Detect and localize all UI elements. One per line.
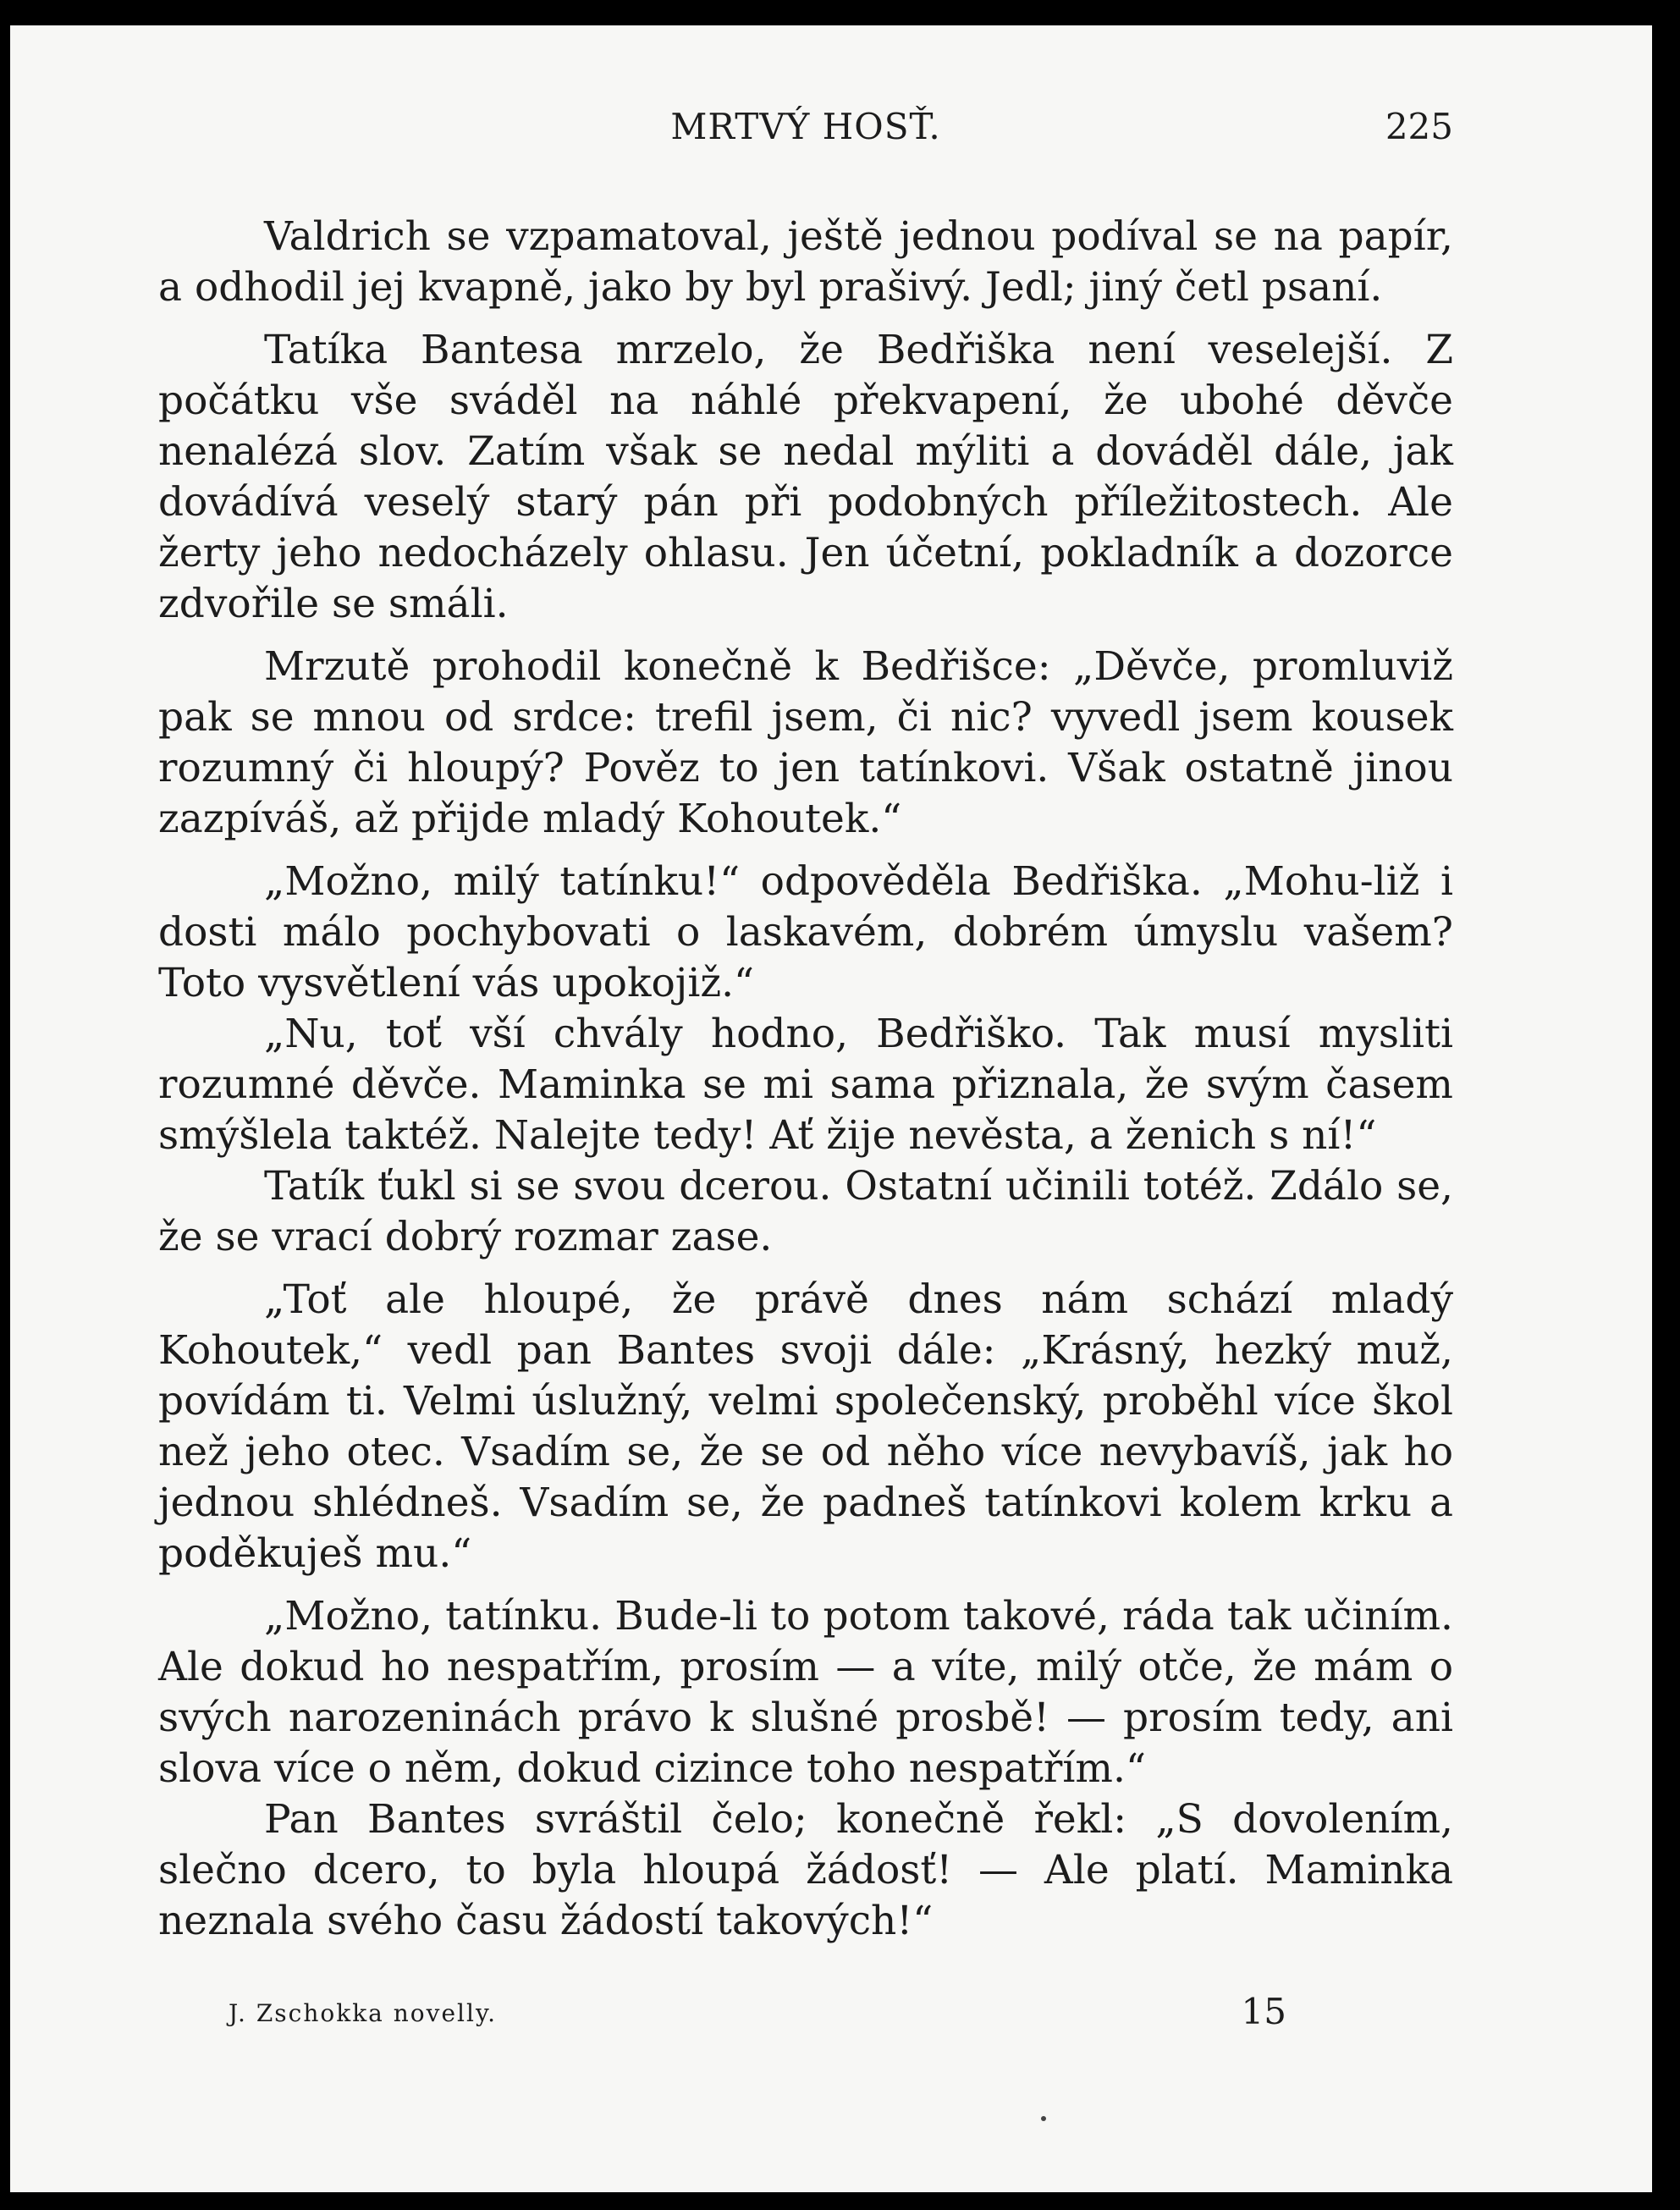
paragraph: „Možno, milý tatínku!“ odpověděla Bedřiška. „Mohu-liž i dosti málo pochybovati o laskavém, dobrém úmyslu vašem? Toto vysvětlení vás upokojiž.“	[158, 858, 1453, 1006]
paragraph: Tatíka Bantesa mrzelo, že Bedřiška není veselejší. Z počátku vše sváděl na náhlé překvapení, že ubohé děvče nenalézá slov. Zatím však se nedal mýliti a dováděl dále, jak dovádívá veselý starý pán při podobných příležitostech. Ale žerty jeho nedocházely ohlasu. Jen účetní, pokladník a dozorce zdvořile se smáli.	[158, 327, 1453, 627]
paragraph: „Nu, toť vší chvály hodno, Bedřiško. Tak musí mysliti rozumné děvče. Maminka se mi sama přiznala, že svým časem smýšlela taktéž. Nalejte tedy! Ať žije nevěsta, a ženich s ní!“	[158, 1011, 1453, 1159]
paragraph: Mrzutě prohodil konečně k Bedřišce: „Děvče, promluviž pak se mnou od srdce: trefil jsem, či nic? vyvedl jsem kousek rozumný či hloupý? Pověz to jen tatínkovi. Však ostatně jinou zazpíváš, až přijde mladý Kohoutek.“	[158, 643, 1453, 842]
paragraph: Tatík ťukl si se svou dcerou. Ostatní učinili totéž. Zdálo se, že se vrací dobrý rozmar zase.	[158, 1163, 1453, 1260]
page-number: 225	[1385, 106, 1453, 147]
running-title: MRTVÝ HOSŤ.	[670, 106, 941, 147]
paragraph: „Toť ale hloupé, že právě dnes nám schází mladý Kohoutek,“ vedl pan Bantes svoji dále: „Krásný, hezký muž, povídám ti. Velmi úslužný, velmi společenský, proběhl více škol než jeho otec. Vsadím se, že se od něho více nevybavíš, jak ho jednou shlédneš. Vsadím se, že padneš tatínkovi kolem krku a poděkuješ mu.“	[158, 1276, 1453, 1577]
paragraph: „Možno, tatínku. Bude-li to potom takové, ráda tak učiním. Ale dokud ho nespatřím, prosím — a víte, milý otče, že mám o svých narozeninách právo k slušné prosbě! — prosím tedy, ani slova více o něm, dokud cizince toho nespatřím.“	[158, 1593, 1453, 1792]
signature-mark: J. Zschokka novelly.	[229, 1999, 497, 2027]
paragraph: Pan Bantes svráštil čelo; konečně řekl: „S dovolením, slečno dcero, to byla hloupá žádosť! — Ale platí. Maminka neznala svého času žádostí takových!“	[158, 1796, 1453, 1944]
body-text	[158, 212, 1453, 1947]
signature-number: 15	[1241, 1991, 1286, 2032]
book-page	[10, 25, 1652, 2192]
ink-speck	[1041, 2116, 1046, 2121]
page-header	[158, 106, 1453, 165]
page-footer	[229, 1991, 1286, 2042]
paragraph: Valdrich se vzpamatoval, ještě jednou podíval se na papír, a odhodil jej kvapně, jako by byl prašivý. Jedl; jiný četl psaní.	[158, 213, 1453, 311]
